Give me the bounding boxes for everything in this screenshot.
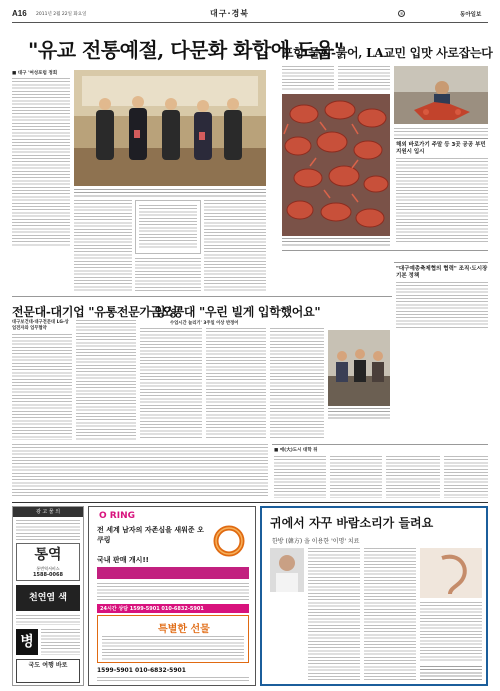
- article2-photo-crabs: [282, 94, 390, 236]
- ads-divider: [12, 502, 488, 503]
- ad-left-cheonyeon-title: 천연염 색: [29, 593, 67, 603]
- article4-body-col1: [140, 328, 202, 440]
- ad-right-sub: 한방 (韓方) 을 이용한 '이명' 치료: [272, 538, 360, 545]
- article1-caption: [74, 189, 266, 197]
- section-title: 대구·경북: [210, 9, 249, 18]
- article1-sidebar-box: [135, 200, 201, 254]
- ad-left-column: [12, 506, 84, 686]
- ad-right-ear: [260, 506, 488, 686]
- ad-center-phone: 24시간 상담 1599-5901 010-6832-5901: [97, 604, 249, 613]
- article4-caption: [328, 408, 390, 420]
- ad-center-phone2: 1599-5901 010-6832-5901: [97, 667, 186, 674]
- ad-center-oring: [88, 506, 256, 686]
- side2-headline: "대구예총축제협의 협력" 조직·도시장 기본 정책: [396, 266, 488, 279]
- article3-body-col2: [76, 320, 136, 440]
- article2-caption: [282, 238, 390, 246]
- article2-body-col3: [394, 128, 488, 136]
- side1-body: [396, 158, 488, 244]
- side1-headline: 해외 바로가기 주말 등 3곳 공공 부민 지원시 입시: [396, 142, 486, 155]
- article4-photo: [328, 330, 390, 406]
- article1-kicker: ■ 대구 '여성포럼 정회: [12, 71, 58, 76]
- article1-body-col3: [204, 200, 266, 292]
- article3-kicker: 대구보건대·대구전문대 LG-상업전자와 업무협약: [12, 320, 69, 331]
- article4-body-col3: [270, 328, 324, 440]
- ad-left-header: 광 고 물 의: [13, 507, 83, 517]
- ad-center-banner: [97, 567, 249, 579]
- ad-left-hospital-logo: 병: [16, 629, 38, 655]
- article4-body-col2: [206, 328, 266, 440]
- article1-body-col2: [74, 200, 132, 292]
- ad-right-ear-image: [420, 548, 482, 598]
- article5-body-col1: [274, 456, 326, 498]
- ad-left-tong-sub: 통번역서비스: [36, 566, 60, 571]
- ad-right-headline: 귀에서 자꾸 바람소리가 들려요: [270, 516, 434, 530]
- article2-body-col2: [338, 66, 390, 90]
- article2-body-col1: [282, 66, 334, 90]
- ad-left-bank: [16, 659, 80, 683]
- side2-body: [396, 282, 488, 328]
- article5-kicker: ■ 애(大)도시 대학 뒤: [274, 448, 318, 453]
- page-number: A16: [12, 9, 27, 18]
- article2-headline: 포항 물회-붉어, LA교민 입맛 사로잡는다: [282, 46, 493, 60]
- article2-photo-fisherman: [394, 66, 488, 124]
- section-divider-1: [12, 296, 392, 297]
- ad-right-footer: [420, 666, 482, 680]
- ad-right-doctor-photo: [270, 548, 304, 592]
- article5-body-col3: [386, 456, 440, 498]
- ad-center-brand: O RING: [99, 511, 135, 521]
- newspaper-name: 동아일보: [460, 12, 482, 18]
- logo-circle-icon: 조: [399, 11, 404, 16]
- article1-body-col4: [135, 258, 201, 292]
- ad-center-sub: 국내 판매 개시!!: [97, 556, 149, 564]
- ad-left-phone: 1588-0068: [33, 572, 63, 578]
- ad-center-gift: 특별한 선물: [158, 624, 210, 635]
- ad-center-gift-box: [97, 615, 249, 663]
- article3-body-col1: [12, 334, 72, 440]
- ad-left-tong-title: 통역: [34, 547, 62, 563]
- article2-bottom-rule: [282, 250, 488, 251]
- article1-photo: [74, 70, 266, 186]
- ad-left-bank-title: 국도 여행 바로: [28, 662, 68, 669]
- article4-headline: 금오공대 "우린 빌게 입학했어요": [150, 305, 321, 319]
- article3-headline: 전문대-대기업 "유통전문가 양성": [12, 305, 184, 319]
- article1-body-col1: [12, 78, 70, 246]
- ad-center-title: 전 세계 남자의 자존심을 새워준 오쿠링: [97, 526, 204, 544]
- ad-center-ring-image: [207, 521, 251, 561]
- issue-date: 2011년 2월 22일 화요일: [36, 12, 87, 17]
- article3-body-col3: [12, 444, 268, 498]
- article5-body-col2: [330, 456, 382, 498]
- masthead-rule: [12, 22, 488, 23]
- article4-kicker: 수업시간 늘리기' 3주일 이상 반정어: [170, 321, 239, 326]
- ad-left-cheonyeon: [16, 585, 80, 611]
- ad-left-tong: [16, 543, 80, 581]
- article5-body-col4: [444, 456, 488, 498]
- article1-headline: "유교 전통예절, 다문화 화합에 도움": [28, 38, 344, 62]
